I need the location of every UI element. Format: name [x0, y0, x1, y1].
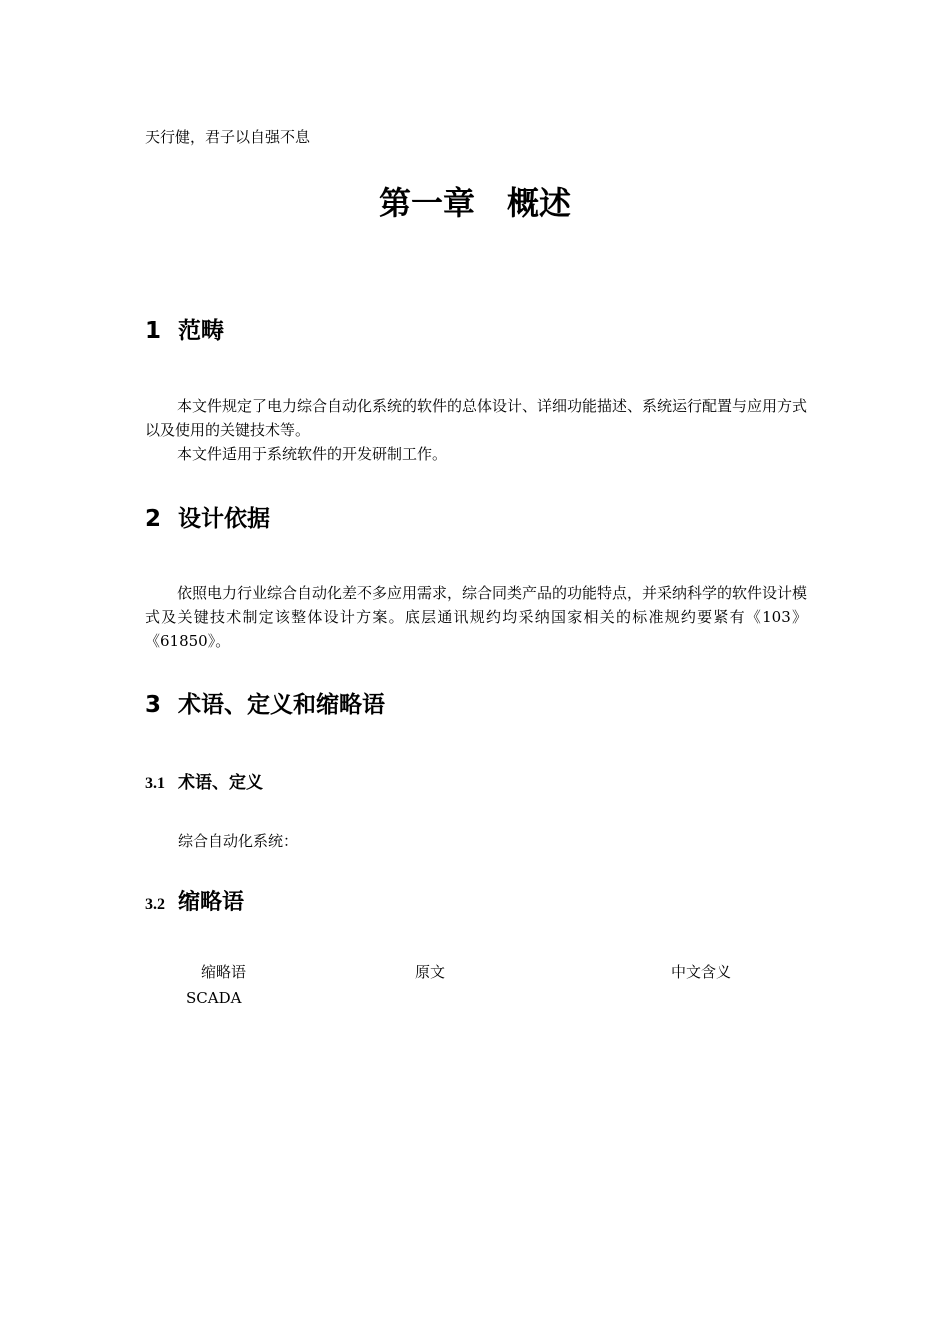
subsection-3-1-heading — [145, 768, 263, 793]
section-number: 3 — [145, 692, 162, 718]
section-number: 2 — [145, 506, 162, 532]
section-title: 设计依据 — [178, 506, 270, 532]
paragraph: 本文件适用于系统软件的开发研制工作。 — [177, 445, 448, 463]
table-header-abbrev: 缩略语 — [201, 963, 247, 981]
subsection-3-2-heading — [145, 885, 244, 916]
paragraph: 依照电力行业综合自动化差不多应用需求，综合同类产品的功能特点，并采纳科学的软件设计模式及关键技术制定该整体设计方案。底层通讯规约均采纳国家相关的标准规约要紧有《103》《61850》。 — [145, 584, 808, 650]
chapter-title: 第一章 概述 — [378, 184, 571, 222]
subsection-title: 缩略语 — [178, 890, 245, 915]
subsection-3-1-body: 综合自动化系统： — [178, 832, 299, 850]
table-header-meaning: 中文含义 — [671, 963, 732, 981]
section-title: 范畴 — [178, 318, 224, 344]
table-cell-abbrev: SCADA — [186, 989, 242, 1007]
header-motto: 天行健，君子以自强不息 — [145, 128, 311, 146]
subsection-number: 3.1 — [145, 775, 165, 792]
table-header-original: 原文 — [415, 963, 446, 981]
section-2-heading — [145, 500, 270, 533]
paragraph: 本文件规定了电力综合自动化系统的软件的总体设计、详细功能描述、系统运行配置与应用方式以及使用的关键技术等。 — [145, 397, 808, 439]
section-1-heading — [145, 312, 224, 345]
subsection-number: 3.2 — [145, 896, 165, 913]
section-number: 1 — [145, 318, 162, 344]
section-1-body — [145, 394, 807, 466]
section-2-body — [145, 581, 807, 653]
section-title: 术语、定义和缩略语 — [178, 692, 385, 718]
section-3-heading — [145, 686, 385, 719]
subsection-title: 术语、定义 — [178, 773, 263, 793]
